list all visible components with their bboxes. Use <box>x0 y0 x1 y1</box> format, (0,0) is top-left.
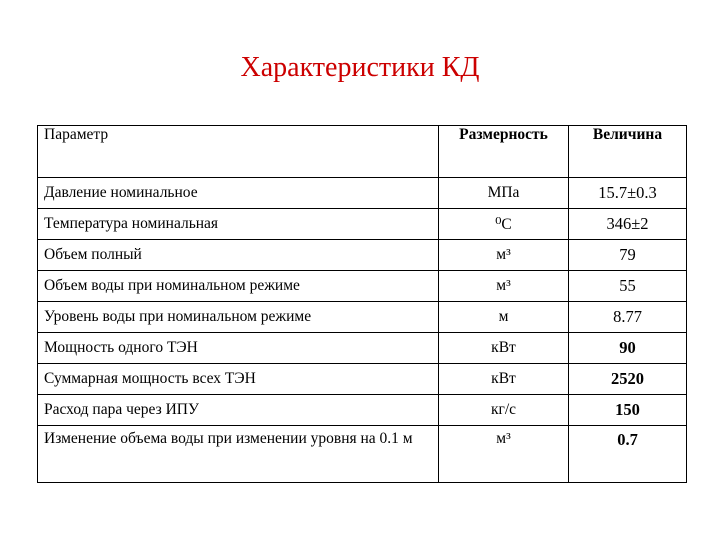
row-value: 79 <box>569 240 687 271</box>
row-unit: м³ <box>439 240 569 271</box>
page-title: Характеристики КД <box>240 52 480 83</box>
row-parameter: Объем полный <box>38 240 439 271</box>
characteristics-table <box>37 125 687 483</box>
table-row <box>38 209 687 240</box>
row-value: 55 <box>569 271 687 302</box>
table-row <box>38 271 687 302</box>
table-row <box>38 333 687 364</box>
header-parameter: Параметр <box>38 126 439 178</box>
row-value: 8.77 <box>569 302 687 333</box>
row-unit: м <box>439 302 569 333</box>
row-value: 15.7±0.3 <box>569 178 687 209</box>
row-unit: кВт <box>439 333 569 364</box>
table-row <box>38 364 687 395</box>
header-value: Величина <box>569 126 687 178</box>
row-unit: м³ <box>439 426 569 483</box>
row-value: 2520 <box>569 364 687 395</box>
row-value: 346±2 <box>569 209 687 240</box>
table-row <box>38 240 687 271</box>
row-parameter: Суммарная мощность всех ТЭН <box>38 364 439 395</box>
row-parameter <box>38 426 439 483</box>
row-value: 0.7 <box>569 426 687 483</box>
table-row <box>38 395 687 426</box>
table-row <box>38 426 687 483</box>
row-value: 150 <box>569 395 687 426</box>
row-parameter: Температура номинальная <box>38 209 439 240</box>
row-parameter: Мощность одного ТЭН <box>38 333 439 364</box>
row-parameter: Расход пара через ИПУ <box>38 395 439 426</box>
row-parameter: Давление номинальное <box>38 178 439 209</box>
row-unit: кг/с <box>439 395 569 426</box>
row-unit: МПа <box>439 178 569 209</box>
table-header-row <box>38 126 687 178</box>
row-parameter: Объем воды при номинальном режиме <box>38 271 439 302</box>
table-row <box>38 302 687 333</box>
row-value: 90 <box>569 333 687 364</box>
row-parameter-text: Изменение объема воды при изменении уровня на 0.1 м <box>44 430 413 447</box>
row-unit: кВт <box>439 364 569 395</box>
header-unit: Размерность <box>439 126 569 178</box>
row-parameter: Уровень воды при номинальном режиме <box>38 302 439 333</box>
row-unit: м³ <box>439 271 569 302</box>
table-row <box>38 178 687 209</box>
row-unit: ⁰С <box>439 209 569 240</box>
